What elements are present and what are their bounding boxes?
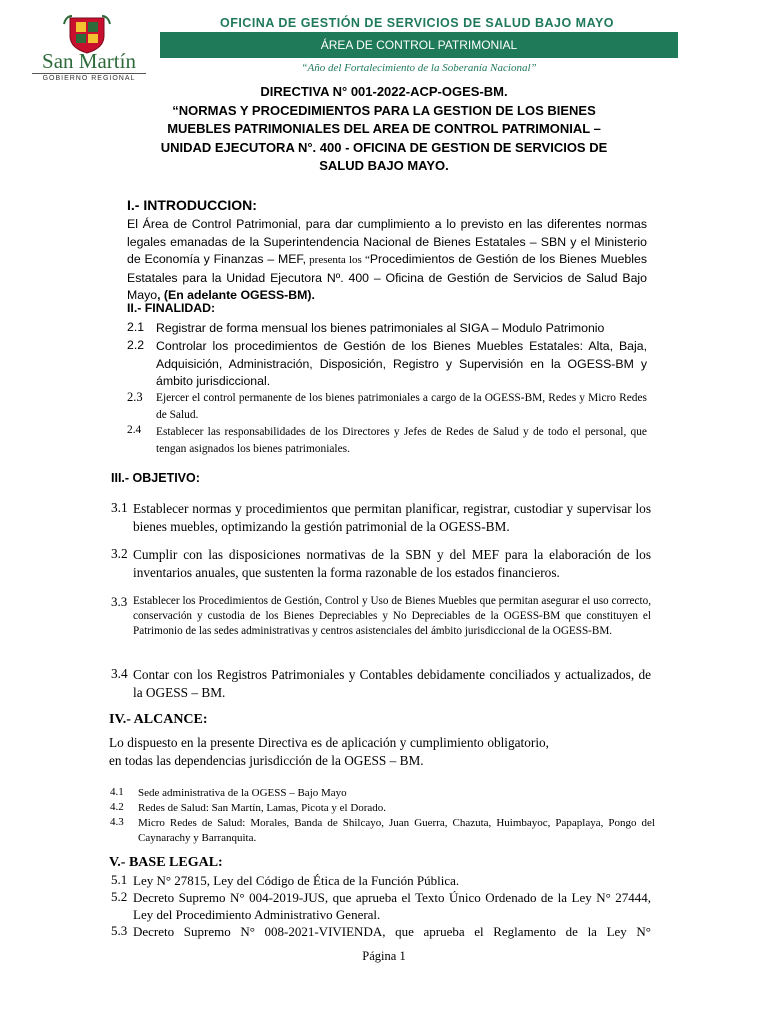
logo-subtitle: GOBIERNO REGIONAL xyxy=(32,73,146,83)
item-number: 4.2 xyxy=(110,801,124,813)
list-item xyxy=(111,546,651,582)
item-number: 5.3 xyxy=(111,923,128,938)
item-text: Decreto Supremo N° 004-2019-JUS, que aprueba el Texto Único Ordenado de la Ley N° 27444, Ley del Procedimiento Administrativo General. xyxy=(133,890,651,922)
item-number: 2.3 xyxy=(127,390,143,404)
section-heading-base-legal: V.- BASE LEGAL: xyxy=(109,855,223,870)
item-number: 4.1 xyxy=(110,786,124,798)
item-number: 5.1 xyxy=(111,872,128,887)
list-item xyxy=(127,320,647,338)
intro-text: El Área de Control Patrimonial, para dar cumplimiento a lo previsto en las diferentes normas legales emanadas de la Superintendencia Nacional de Bienes Estatales – SBN y el Ministerio de Economía y Finanzas – MEF, xyxy=(127,217,647,266)
list-item xyxy=(110,801,655,817)
list-item xyxy=(111,923,651,941)
intro-paragraph xyxy=(127,216,647,305)
title-line: SALUD BAJO MAYO. xyxy=(319,158,449,173)
item-text: Controlar los procedimientos de Gestión de los Bienes Muebles Estatales: Alta, Baja, Adquisición, Administración, Disposición, Registro y Supervisión en la OGESS-BM y ámbito jurisdiccional. xyxy=(156,339,647,388)
alcance-paragraph: Lo dispuesto en la presente Directiva es de aplicación y cumplimiento obligatorio, en todas las dependencias jurisdicción de la OGESS – BM. xyxy=(109,735,549,768)
logo-name: San Martín xyxy=(42,49,136,73)
item-text: Micro Redes de Salud: Morales, Banda de Shilcayo, Juan Guerra, Chazuta, Huimbayoc, Papaplaya, Pongo del Caynarachy y Barranquita. xyxy=(138,817,655,844)
item-text: Decreto Supremo N° 008-2021-VIVIENDA, que aprueba el Reglamento de la Ley N° xyxy=(133,924,651,939)
year-motto: “Año del Fortalecimiento de la Soberanía Nacional” xyxy=(301,62,537,74)
page-number: Página 1 xyxy=(362,949,406,963)
item-number: 5.2 xyxy=(111,889,128,904)
section-heading-intro: I.- INTRODUCCION: xyxy=(127,197,257,213)
title-line: “NORMAS Y PROCEDIMIENTOS PARA LA GESTION DE LOS BIENES xyxy=(172,102,596,118)
item-text: Cumplir con las disposiciones normativas de la SBN y del MEF para la elaboración de los inventarios anuales, que sustenten la forma razonable de los estados financieros. xyxy=(133,547,651,580)
section-heading-objetivo: III.- OBJETIVO: xyxy=(111,471,200,485)
item-number: 3.3 xyxy=(111,594,128,609)
item-number: 2.2 xyxy=(127,338,145,352)
logo xyxy=(28,14,148,82)
item-number: 2.4 xyxy=(127,424,142,436)
list-item xyxy=(111,666,651,702)
list-item xyxy=(127,338,647,390)
item-text: Establecer los Procedimientos de Gestión, Control y Uso de Bienes Muebles que permitan asegurar el uso correcto, conservación y custodia de los Bienes Depreciables y No Depreciables de la OGESS-BM que constituyen el Patrimonio de las sedes administrativas y centros asistenciales del ámbito jurisdiccional de la OGESS-BM. xyxy=(133,595,651,637)
item-text: Sede administrativa de la OGESS – Bajo Mayo xyxy=(138,787,347,799)
list-item xyxy=(111,500,651,536)
intro-text-bold: , (En adelante OGESS-BM). xyxy=(157,288,315,302)
list-item xyxy=(127,390,647,424)
office-name: OFICINA DE GESTIÓN DE SERVICIOS DE SALUD BAJO MAYO xyxy=(219,16,615,30)
intro-text-serif: presenta los “ xyxy=(306,254,370,266)
section-heading-finalidad: II.- FINALIDAD: xyxy=(127,301,216,315)
list-item xyxy=(110,816,655,848)
item-text: Ejercer el control permanente de los bienes patrimoniales a cargo de la OGESS-BM, Redes y Micro Redes de Salud. xyxy=(156,392,647,421)
item-number: 4.3 xyxy=(110,816,124,828)
list-item xyxy=(111,889,651,923)
item-text: Redes de Salud: San Martín, Lamas, Picota y el Dorado. xyxy=(138,802,387,814)
item-number: 2.1 xyxy=(127,320,145,334)
document-title xyxy=(60,83,708,176)
list-item xyxy=(111,594,651,656)
intro-text: Procedimientos de Gestión de los Bienes Muebles Estatales para la Unidad Ejecutora Nº. 400 – Oficina de Gestión de Servicios de Salud Bajo Mayo xyxy=(127,252,647,302)
title-line: MUEBLES PATRIMONIALES DEL AREA DE CONTROL PATRIMONIAL – xyxy=(167,121,601,136)
section-heading-alcance: IV.- ALCANCE: xyxy=(109,712,208,727)
title-line: UNIDAD EJECUTORA N°. 400 - OFICINA DE GESTION DE SERVICIOS DE xyxy=(160,139,608,155)
list-item xyxy=(127,424,647,458)
item-text: Establecer normas y procedimientos que permitan planificar, registrar, custodiar y supervisar los bienes muebles, optimizando la gestión patrimonial de la OGESS-BM. xyxy=(133,501,651,534)
item-text: Establecer las responsabilidades de los Directores y Jefes de Redes de Salud y de todo el personal, que tengan asignados los bienes patrimoniales. xyxy=(156,426,647,455)
list-item xyxy=(111,872,651,890)
regional-crest-icon xyxy=(62,14,112,54)
item-text: Registrar de forma mensual los bienes patrimoniales al SIGA – Modulo Patrimonio xyxy=(156,321,605,335)
list-item xyxy=(110,786,655,802)
item-number: 3.1 xyxy=(111,500,128,515)
item-text: Contar con los Registros Patrimoniales y Contables debidamente conciliados y actualizados, de la OGESS – BM. xyxy=(133,667,651,700)
item-number: 3.2 xyxy=(111,546,128,561)
title-line: DIRECTIVA N° 001-2022-ACP-OGES-BM. xyxy=(260,84,508,99)
area-band: ÁREA DE CONTROL PATRIMONIAL xyxy=(160,32,678,58)
item-number: 3.4 xyxy=(111,666,128,681)
item-text: Ley N° 27815, Ley del Código de Ética de la Función Pública. xyxy=(133,873,460,888)
